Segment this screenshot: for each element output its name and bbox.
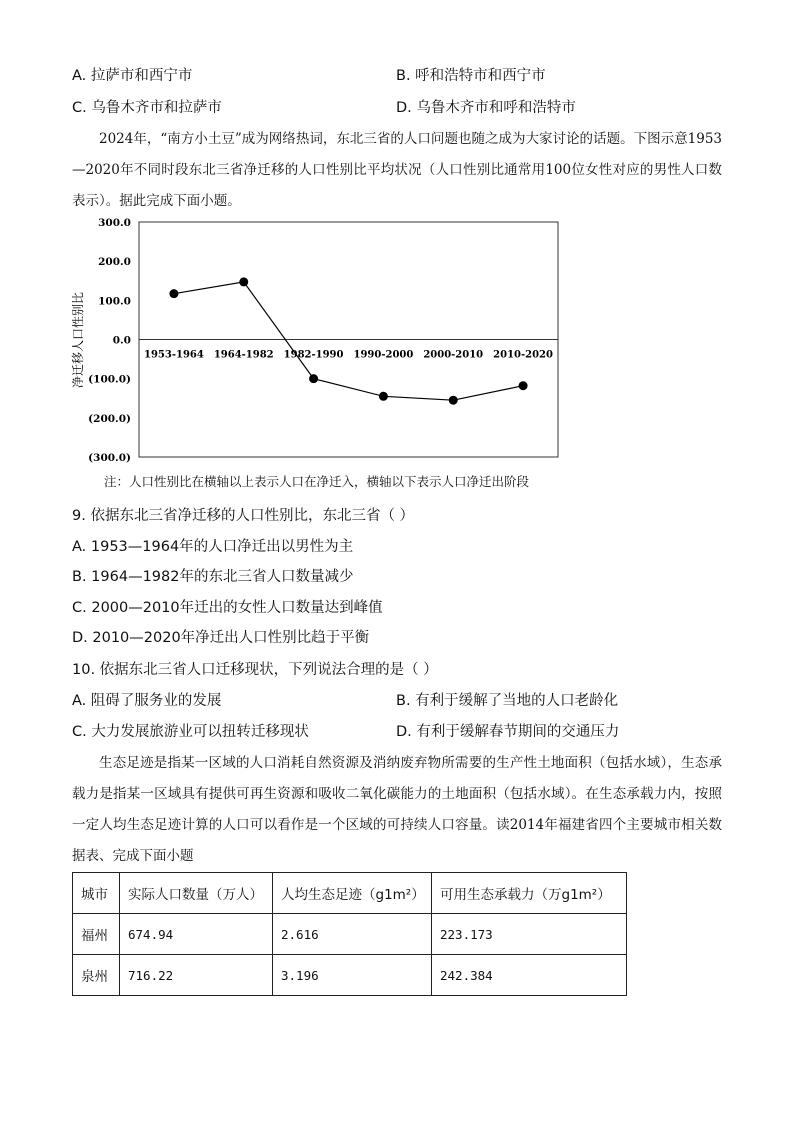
x-tick-label: 1990-2000 bbox=[353, 349, 414, 361]
cell-city: 福州 bbox=[73, 914, 120, 955]
table-row bbox=[73, 955, 627, 996]
y-tick-label: (100.0) bbox=[88, 373, 131, 386]
data-point bbox=[239, 277, 248, 286]
q10-option-d: D. 有利于缓解春节期间的交通压力 bbox=[396, 724, 620, 740]
q9-stem: 9. 依据东北三省净迁移的人口性别比，东北三省（ ） bbox=[72, 508, 415, 524]
data-point bbox=[169, 289, 178, 298]
data-points bbox=[169, 277, 527, 404]
y-axis-ticks bbox=[88, 217, 131, 464]
q10-option-b: B. 有利于缓解了当地的人口老龄化 bbox=[396, 693, 619, 709]
cell-capacity: 223.173 bbox=[432, 914, 627, 955]
y-tick-label: 100.0 bbox=[98, 295, 131, 308]
x-tick-label: 2010-2020 bbox=[493, 349, 553, 361]
cell-population: 674.94 bbox=[120, 914, 273, 955]
x-tick-label: 1982-1990 bbox=[283, 349, 344, 361]
data-point bbox=[309, 374, 318, 383]
y-tick-label: 200.0 bbox=[98, 256, 131, 269]
q8-option-a: A. 拉萨市和西宁市 bbox=[72, 68, 193, 84]
q8-option-d: D. 乌鲁木齐市和呼和浩特市 bbox=[396, 100, 576, 116]
data-point bbox=[449, 396, 458, 405]
header-city: 城市 bbox=[73, 873, 120, 914]
q9-option-b: B. 1964—1982年的东北三省人口数量减少 bbox=[72, 569, 354, 585]
table-row bbox=[73, 914, 627, 955]
y-tick-label: 300.0 bbox=[98, 217, 131, 229]
y-tick-label: (300.0) bbox=[88, 452, 131, 464]
cell-footprint: 2.616 bbox=[273, 914, 432, 955]
y-axis-label: 净迁移人口性别比 bbox=[71, 291, 85, 389]
x-axis-labels bbox=[144, 350, 553, 361]
series-line bbox=[174, 282, 523, 400]
q9-option-a: A. 1953—1964年的人口净迁出以男性为主 bbox=[72, 539, 354, 555]
q8-option-c: C. 乌鲁木齐市和拉萨市 bbox=[72, 100, 222, 116]
x-tick-label: 2000-2010 bbox=[423, 349, 484, 361]
header-footprint: 人均生态足迹（g1m²） bbox=[273, 873, 432, 914]
table-header-row bbox=[73, 873, 627, 914]
data-point bbox=[379, 392, 388, 401]
eco-footprint-paragraph: 生态足迹是指某一区域的人口消耗自然资源及消纳废弃物所需要的生产性土地面积（包括水域），生态承载力是指某一区域具有提供可再生资源和吸收二氧化碳能力的土地面积（包括水域）。在生态承载力内，按照一定人均生态足迹计算的人口可以看作是一个区域的可持续人口容量。读2014年福建省四个主要城市相关数据表、完成下面小题 bbox=[72, 755, 722, 864]
cell-footprint: 3.196 bbox=[273, 955, 432, 996]
chart-note: 注：人口性别比在横轴以上表示人口在净迁入，横轴以下表示人口净迁出阶段 bbox=[104, 474, 530, 489]
x-tick-label: 1964-1982 bbox=[213, 349, 274, 361]
q9-option-c: C. 2000—2010年迁出的女性人口数量达到峰值 bbox=[72, 600, 383, 616]
q10-stem: 10. 依据东北三省人口迁移现状，下列说法合理的是（ ） bbox=[72, 662, 438, 678]
intro-paragraph: 2024年，“南方小土豆”成为网络热词，东北三省的人口问题也随之成为大家讨论的话题。下图示意1953—2020年不同时段东北三省净迁移的人口性别比平均状况（人口性别比通常用100位女性对应的男性人口数表示）。据此完成下面小题。 bbox=[72, 131, 722, 209]
x-tick-label: 1953-1964 bbox=[144, 349, 204, 361]
q10-option-a: A. 阻碍了服务业的发展 bbox=[72, 693, 222, 709]
y-tick-label: (200.0) bbox=[88, 412, 131, 425]
city-data-table bbox=[72, 872, 627, 996]
header-capacity: 可用生态承载力（万g1m²） bbox=[432, 873, 627, 914]
y-tick-label: 0.0 bbox=[112, 334, 131, 347]
cell-population: 716.22 bbox=[120, 955, 273, 996]
header-population: 实际人口数量（万人） bbox=[120, 873, 273, 914]
q9-option-d: D. 2010—2020年净迁出人口性别比趋于平衡 bbox=[72, 630, 370, 646]
data-point bbox=[519, 381, 528, 390]
cell-capacity: 242.384 bbox=[432, 955, 627, 996]
sex-ratio-line-chart bbox=[0, 205, 794, 470]
cell-city: 泉州 bbox=[73, 955, 120, 996]
q10-option-c: C. 大力发展旅游业可以扭转迁移现状 bbox=[72, 724, 309, 740]
q8-option-b: B. 呼和浩特市和西宁市 bbox=[396, 68, 546, 84]
